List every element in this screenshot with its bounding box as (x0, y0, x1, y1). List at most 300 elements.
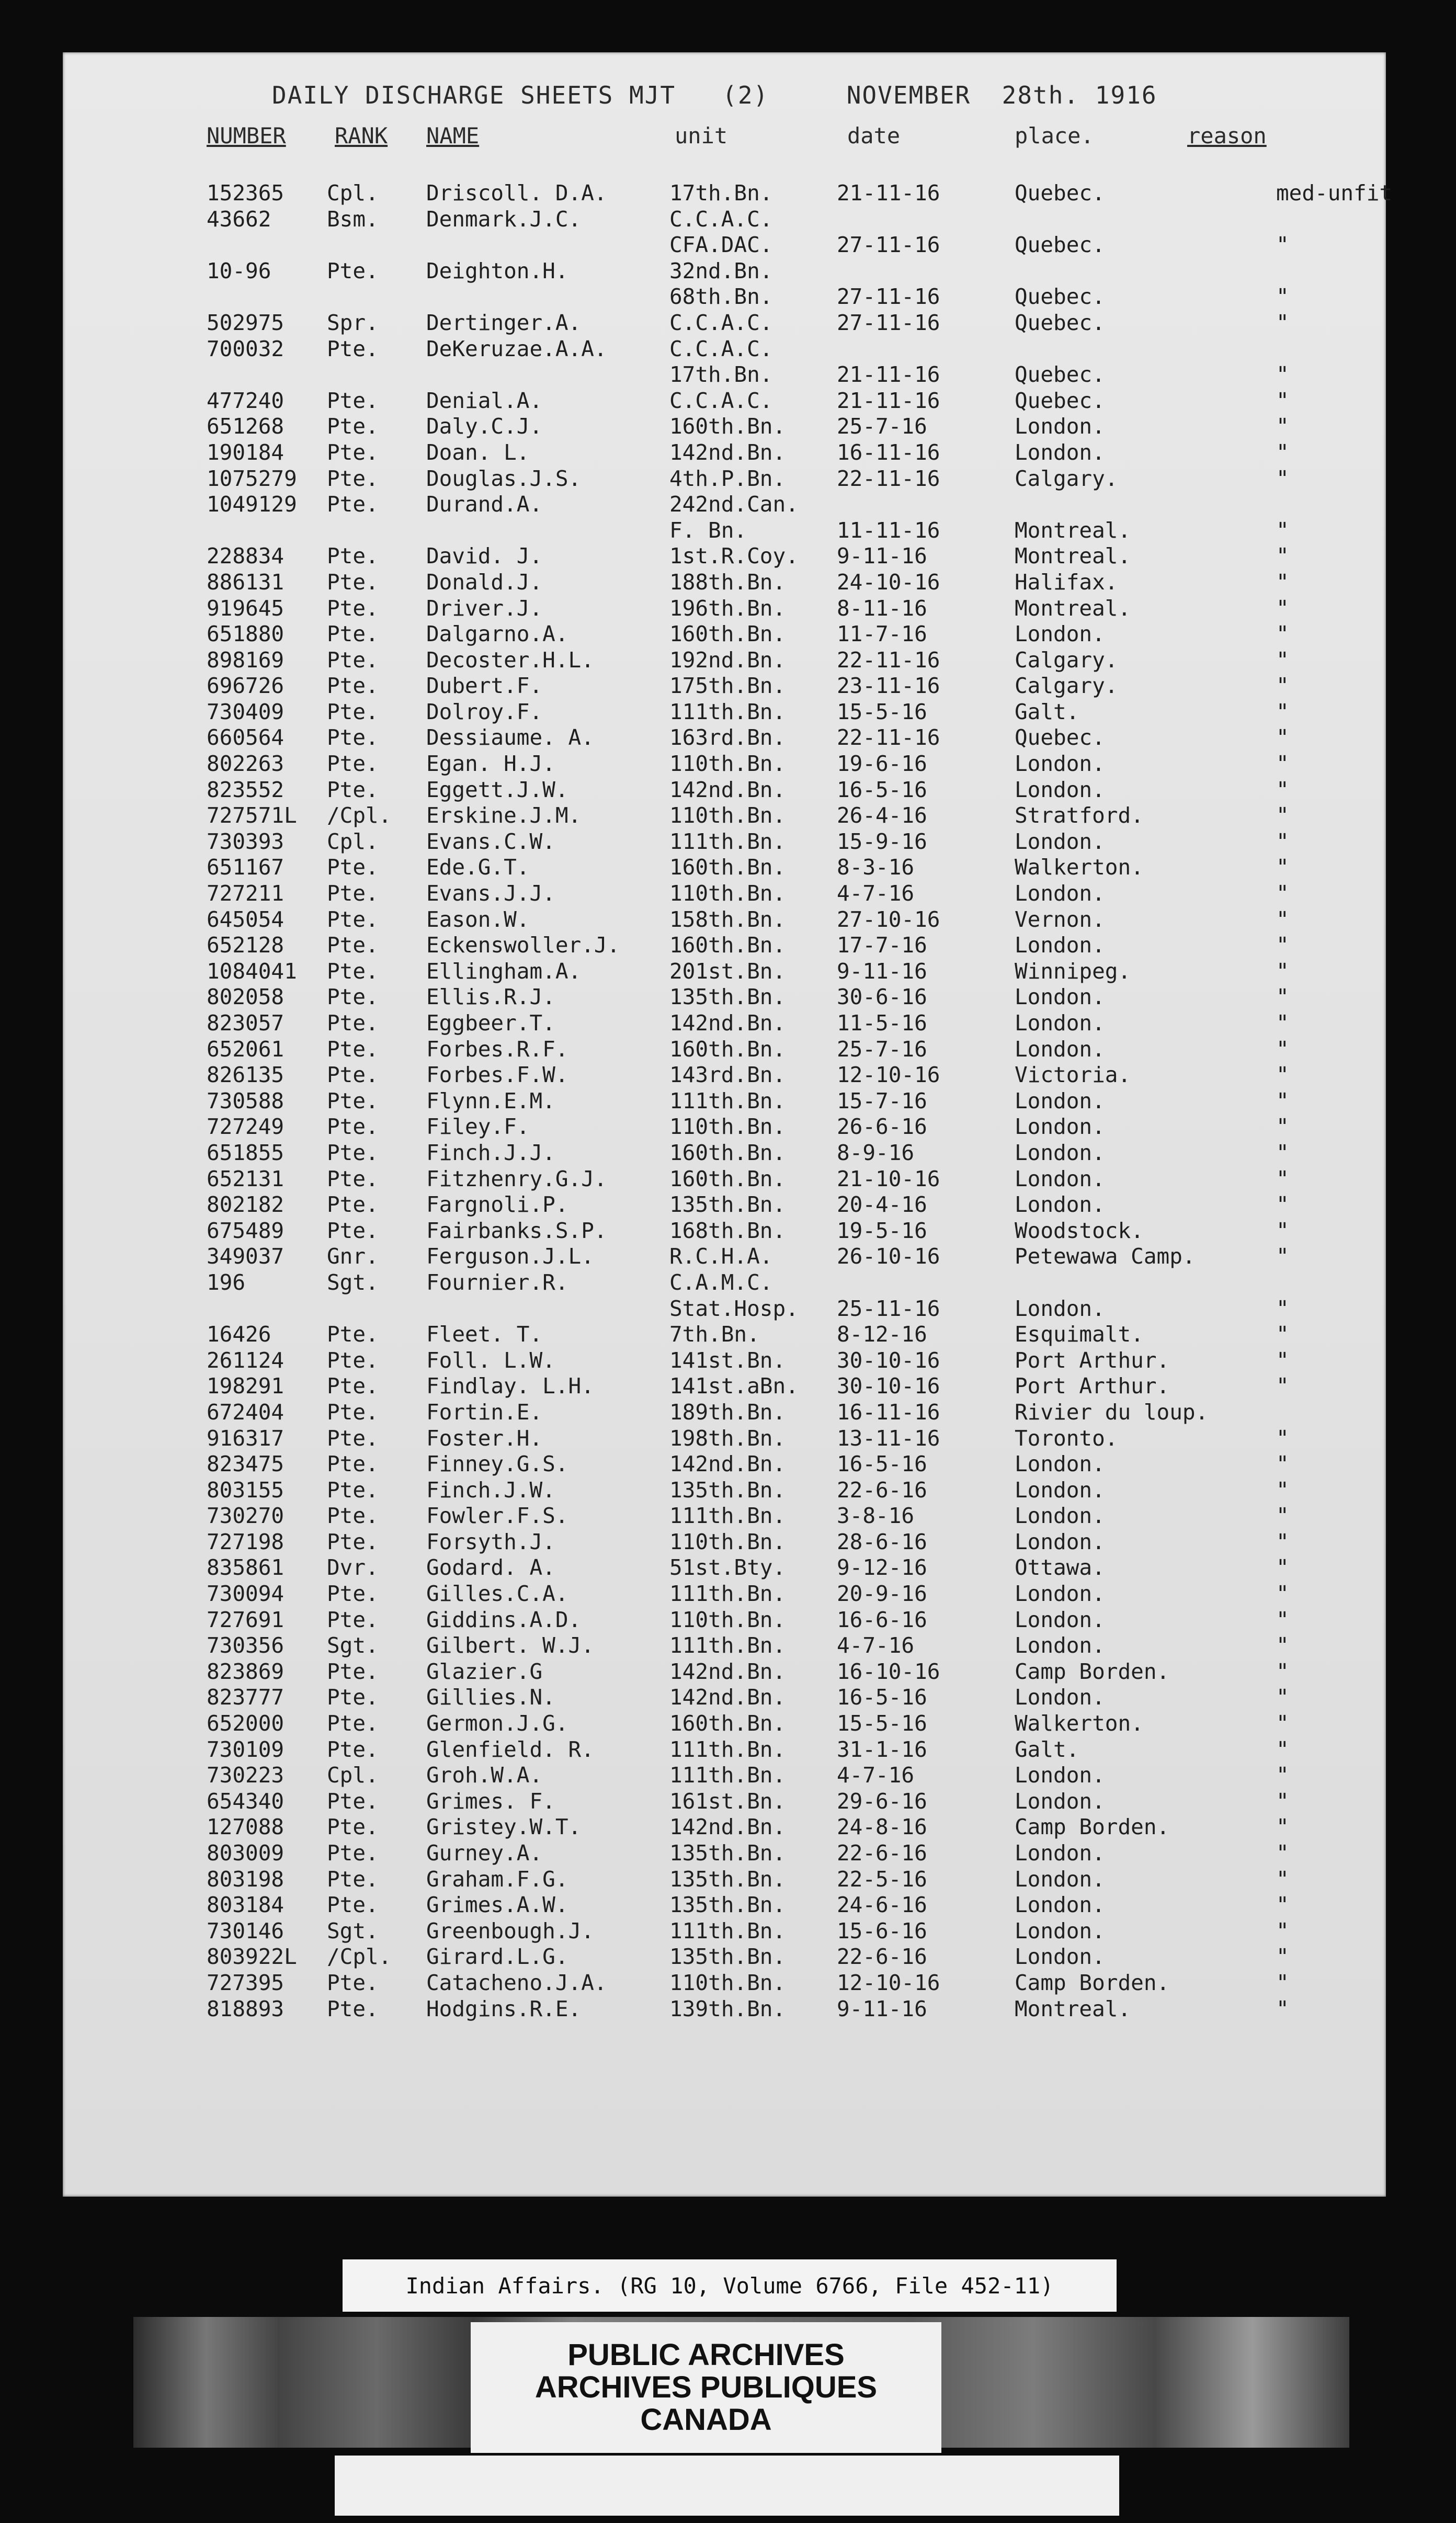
cell-num: 919645 (207, 595, 285, 621)
table-row (63, 1685, 1386, 1711)
cell-rank: Pte. (327, 1581, 379, 1607)
table-row (63, 1348, 1386, 1374)
cell-name: Ellis.R.J. (426, 984, 555, 1010)
cell-num: 261124 (207, 1347, 285, 1373)
cell-place: London. (1015, 1010, 1105, 1036)
cell-unit: C.C.A.C. (669, 310, 773, 335)
cell-rank: Pte. (327, 933, 379, 958)
cell-unit: 160th.Bn. (669, 1140, 786, 1165)
cell-place: Walkerton. (1015, 1711, 1144, 1736)
cell-place: London. (1015, 1840, 1105, 1866)
stamp-line-1: PUBLIC ARCHIVES (567, 2338, 845, 2372)
cell-name: Fairbanks.S.P. (426, 1218, 607, 1243)
cell-unit: 141st.aBn. (669, 1373, 799, 1399)
cell-reason: " (1276, 1970, 1289, 1995)
cell-date: 9-11-16 (837, 1996, 927, 2021)
cell-rank: Dvr. (327, 1555, 379, 1581)
cell-unit: 139th.Bn. (669, 1996, 786, 2021)
cell-num: 835861 (207, 1555, 285, 1581)
cell-num: 823777 (207, 1685, 285, 1710)
cell-rank: Pte. (327, 673, 379, 699)
cell-name: Girard.L.G. (426, 1944, 568, 1970)
cell-name: Gilbert. W.J. (426, 1633, 594, 1658)
cell-reason: " (1276, 699, 1289, 724)
cell-name: Dolroy.F. (426, 699, 543, 724)
cell-reason: " (1276, 855, 1289, 880)
cell-place: London. (1015, 1581, 1105, 1607)
cell-rank: Pte. (327, 1425, 379, 1451)
cell-num: 727211 (207, 881, 285, 906)
cell-date: 16-11-16 (837, 439, 940, 465)
cell-num: 826135 (207, 1062, 285, 1088)
table-row (63, 1296, 1386, 1322)
cell-reason: " (1276, 803, 1289, 828)
table-row (63, 1789, 1386, 1815)
cell-num: 898169 (207, 647, 285, 673)
cell-num: 823552 (207, 777, 285, 802)
cell-num: 190184 (207, 439, 285, 465)
cell-reason: " (1276, 1088, 1289, 1113)
cell-unit: 110th.Bn. (669, 803, 786, 828)
table-row (63, 777, 1386, 803)
cell-unit: 111th.Bn. (669, 1503, 786, 1529)
cell-rank: Cpl. (327, 828, 379, 854)
cell-rank: Pte. (327, 1529, 379, 1554)
table-row (63, 699, 1386, 725)
table-row (63, 984, 1386, 1010)
cell-unit: 142nd.Bn. (669, 439, 786, 465)
cell-reason: " (1276, 569, 1289, 595)
cell-unit: 135th.Bn. (669, 984, 786, 1010)
cell-date: 15-9-16 (837, 828, 927, 854)
cell-num: 43662 (207, 206, 271, 232)
table-row (63, 1814, 1386, 1840)
cell-date: 8-12-16 (837, 1322, 927, 1347)
cell-place: Port Arthur. (1015, 1373, 1170, 1399)
cell-num: 730223 (207, 1763, 285, 1788)
cell-rank: Pte. (327, 1477, 379, 1503)
cell-unit: 110th.Bn. (669, 1607, 786, 1632)
cell-date: 22-5-16 (837, 1866, 927, 1892)
cell-reason: " (1276, 1166, 1289, 1191)
cell-date: 30-10-16 (837, 1347, 940, 1373)
table-row (63, 1944, 1386, 1970)
cell-reason: " (1276, 1503, 1289, 1529)
cell-unit: 160th.Bn. (669, 1166, 786, 1191)
sheet-title: DAILY DISCHARGE SHEETS MJT (2) NOVEMBER 28th. 1916 (272, 81, 1157, 109)
cell-rank: Pte. (327, 621, 379, 647)
cell-place: London. (1015, 1192, 1105, 1218)
cell-unit: 142nd.Bn. (669, 1451, 786, 1477)
cell-date: 4-7-16 (837, 1633, 915, 1658)
cell-reason: " (1276, 1581, 1289, 1607)
cell-place: Montreal. (1015, 595, 1131, 621)
cell-num: 803198 (207, 1866, 285, 1892)
cell-place: London. (1015, 1477, 1105, 1503)
cell-reason: " (1276, 984, 1289, 1010)
cell-place: Stratford. (1015, 803, 1144, 828)
cell-unit: 111th.Bn. (669, 1736, 786, 1762)
cell-num: 1075279 (207, 465, 297, 491)
cell-rank: Sgt. (327, 1918, 379, 1944)
cell-name: Finch.J.J. (426, 1140, 555, 1165)
cell-name: Douglas.J.S. (426, 465, 582, 491)
cell-name: Dubert.F. (426, 673, 543, 699)
table-row (63, 518, 1386, 544)
table-row (63, 414, 1386, 440)
cell-reason: " (1276, 1996, 1289, 2021)
cell-place: Calgary. (1015, 647, 1118, 673)
cell-place: Rivier du loup. (1015, 1399, 1209, 1425)
table-row (63, 1970, 1386, 1996)
cell-place: Halifax. (1015, 569, 1118, 595)
table-row (63, 621, 1386, 647)
table-row (63, 1192, 1386, 1218)
cell-place: London. (1015, 1633, 1105, 1658)
cell-reason: " (1276, 621, 1289, 647)
cell-name: Glenfield. R. (426, 1736, 594, 1762)
cell-rank: Pte. (327, 1658, 379, 1684)
table-row (63, 1659, 1386, 1685)
table-row (63, 647, 1386, 674)
table-row (63, 1478, 1386, 1504)
table-row (63, 466, 1386, 492)
cell-num: 152365 (207, 180, 285, 206)
cell-unit: 135th.Bn. (669, 1892, 786, 1918)
cell-name: Hodgins.R.E. (426, 1996, 582, 2021)
cell-rank: Pte. (327, 1166, 379, 1191)
cell-rank: Pte. (327, 1399, 379, 1425)
cell-place: Camp Borden. (1015, 1658, 1170, 1684)
cell-num: 652128 (207, 933, 285, 958)
cell-name: Fournier.R. (426, 1269, 568, 1295)
cell-unit: 111th.Bn. (669, 1918, 786, 1944)
cell-num: 727249 (207, 1114, 285, 1140)
cell-name: Gristey.W.T. (426, 1814, 582, 1840)
table-row (63, 596, 1386, 622)
cell-reason: " (1276, 1814, 1289, 1840)
cell-reason: " (1276, 1218, 1289, 1243)
cell-name: Forsyth.J. (426, 1529, 555, 1554)
cell-date: 21-11-16 (837, 362, 940, 388)
cell-num: 730409 (207, 699, 285, 724)
cell-place: Port Arthur. (1015, 1347, 1170, 1373)
cell-unit: R.C.H.A. (669, 1244, 773, 1269)
cell-name: Foster.H. (426, 1425, 543, 1451)
table-row (63, 1867, 1386, 1893)
table-row (63, 829, 1386, 855)
cell-rank: Pte. (327, 855, 379, 880)
cell-place: London. (1015, 414, 1105, 439)
table-row (63, 1010, 1386, 1037)
table-row (63, 1581, 1386, 1607)
cell-name: Dessiaume. A. (426, 725, 594, 751)
cell-name: Giddins.A.D. (426, 1607, 582, 1632)
cell-unit: 160th.Bn. (669, 1711, 786, 1736)
cell-unit: 158th.Bn. (669, 906, 786, 932)
cell-reason: " (1276, 1685, 1289, 1710)
cell-rank: Sgt. (327, 1269, 379, 1295)
cell-reason: " (1276, 828, 1289, 854)
cell-date: 29-6-16 (837, 1788, 927, 1814)
cell-reason: " (1276, 958, 1289, 984)
cell-unit: 198th.Bn. (669, 1425, 786, 1451)
cell-name: Ferguson.J.L. (426, 1244, 594, 1269)
cell-date: 4-7-16 (837, 1763, 915, 1788)
cell-reason: " (1276, 310, 1289, 335)
cell-rank: Pte. (327, 258, 379, 283)
cell-num: 730356 (207, 1633, 285, 1658)
cell-unit: 163rd.Bn. (669, 725, 786, 751)
cell-num: 696726 (207, 673, 285, 699)
cell-date: 24-10-16 (837, 569, 940, 595)
cell-date: 4-7-16 (837, 881, 915, 906)
cell-place: London. (1015, 984, 1105, 1010)
cell-rank: Pte. (327, 1218, 379, 1243)
cell-date: 21-11-16 (837, 388, 940, 413)
cell-unit: 17th.Bn. (669, 180, 773, 206)
cell-reason: " (1276, 232, 1289, 258)
cell-reason: " (1276, 1892, 1289, 1918)
cell-place: Quebec. (1015, 180, 1105, 206)
cell-name: Denmark.J.C. (426, 206, 582, 232)
cell-unit: 141st.Bn. (669, 1347, 786, 1373)
header-unit: unit (675, 123, 728, 149)
cell-reason: " (1276, 1451, 1289, 1477)
cell-rank: Pte. (327, 1840, 379, 1866)
cell-place: Quebec. (1015, 284, 1105, 310)
cell-reason: " (1276, 673, 1289, 699)
table-row (63, 1633, 1386, 1659)
cell-date: 15-7-16 (837, 1088, 927, 1113)
cell-unit: 142nd.Bn. (669, 1814, 786, 1840)
cell-date: 24-8-16 (837, 1814, 927, 1840)
cell-unit: 111th.Bn. (669, 1633, 786, 1658)
cell-reason: " (1276, 439, 1289, 465)
cell-reason: " (1276, 1633, 1289, 1658)
cell-name: Fargnoli.P. (426, 1192, 568, 1218)
cell-name: Ede.G.T. (426, 855, 530, 880)
cell-num: 651880 (207, 621, 285, 647)
cell-rank: Pte. (327, 881, 379, 906)
cell-date: 22-11-16 (837, 647, 940, 673)
cell-date: 26-6-16 (837, 1114, 927, 1140)
cell-num: 700032 (207, 336, 285, 361)
cell-rank: Pte. (327, 1088, 379, 1113)
cell-reason: " (1276, 1140, 1289, 1165)
cell-place: London. (1015, 933, 1105, 958)
table-row (63, 440, 1386, 466)
table-row (63, 933, 1386, 959)
cell-date: 26-4-16 (837, 803, 927, 828)
table-row (63, 1088, 1386, 1115)
cell-date: 8-3-16 (837, 855, 915, 880)
cell-date: 22-6-16 (837, 1944, 927, 1970)
cell-unit: 142nd.Bn. (669, 1658, 786, 1684)
table-row (63, 881, 1386, 907)
cell-rank: Pte. (327, 1373, 379, 1399)
cell-reason: " (1276, 1425, 1289, 1451)
cell-num: 127088 (207, 1814, 285, 1840)
table-row (63, 1140, 1386, 1166)
cell-reason: " (1276, 1840, 1289, 1866)
cell-date: 12-10-16 (837, 1970, 940, 1995)
cell-num: 651167 (207, 855, 285, 880)
cell-unit: 192nd.Bn. (669, 647, 786, 673)
cell-num: 1084041 (207, 958, 297, 984)
table-row (63, 1840, 1386, 1867)
table-row (63, 1503, 1386, 1529)
cell-reason: " (1276, 465, 1289, 491)
cell-date: 21-10-16 (837, 1166, 940, 1191)
cell-unit: 189th.Bn. (669, 1399, 786, 1425)
cell-reason: " (1276, 1529, 1289, 1554)
cell-unit: 160th.Bn. (669, 933, 786, 958)
cell-name: Fowler.F.S. (426, 1503, 568, 1529)
cell-rank: Pte. (327, 1685, 379, 1710)
cell-num: 727395 (207, 1970, 285, 1995)
cell-unit: 32nd.Bn. (669, 258, 773, 283)
cell-num: 652000 (207, 1711, 285, 1736)
cell-date: 3-8-16 (837, 1503, 915, 1529)
cell-unit: 110th.Bn. (669, 1114, 786, 1140)
cell-unit: 135th.Bn. (669, 1840, 786, 1866)
cell-unit: 110th.Bn. (669, 751, 786, 777)
cell-name: Fleet. T. (426, 1322, 543, 1347)
cell-name: Findlay. L.H. (426, 1373, 594, 1399)
cell-name: Grimes. F. (426, 1788, 555, 1814)
table-row (63, 1062, 1386, 1088)
table-row (63, 1218, 1386, 1244)
cell-name: Eggett.J.W. (426, 777, 568, 802)
cell-place: Winnipeg. (1015, 958, 1131, 984)
cell-name: Erskine.J.M. (426, 803, 582, 828)
archive-reference-label (343, 2259, 1117, 2312)
cell-unit: C.C.A.C. (669, 206, 773, 232)
cell-place: London. (1015, 1295, 1105, 1321)
cell-rank: Pte. (327, 1607, 379, 1632)
cell-date: 22-6-16 (837, 1477, 927, 1503)
cell-place: Petewawa Camp. (1015, 1244, 1196, 1269)
cell-place: London. (1015, 1503, 1105, 1529)
cell-reason: " (1276, 1010, 1289, 1036)
cell-rank: Pte. (327, 906, 379, 932)
cell-reason: " (1276, 1555, 1289, 1581)
cell-unit: 142nd.Bn. (669, 777, 786, 802)
table-row (63, 1322, 1386, 1348)
table-row (63, 959, 1386, 985)
cell-rank: Pte. (327, 569, 379, 595)
cell-unit: 168th.Bn. (669, 1218, 786, 1243)
cell-place: London. (1015, 1529, 1105, 1554)
cell-rank: Pte. (327, 1866, 379, 1892)
cell-date: 30-10-16 (837, 1373, 940, 1399)
cell-reason: " (1276, 1192, 1289, 1218)
cell-rank: Pte. (327, 439, 379, 465)
cell-place: London. (1015, 1036, 1105, 1062)
cell-name: Ellingham.A. (426, 958, 582, 984)
table-row (63, 1373, 1386, 1400)
header-rank: RANK (335, 123, 388, 149)
table-row (63, 284, 1386, 310)
cell-date: 21-11-16 (837, 180, 940, 206)
cell-num: 477240 (207, 388, 285, 413)
cell-reason: " (1276, 595, 1289, 621)
cell-name: Germon.J.G. (426, 1711, 568, 1736)
cell-num: 502975 (207, 310, 285, 335)
cell-place: Quebec. (1015, 725, 1105, 751)
cell-reason: " (1276, 1944, 1289, 1970)
cell-num: 802182 (207, 1192, 285, 1218)
cell-unit: 161st.Bn. (669, 1788, 786, 1814)
table-row (63, 1400, 1386, 1426)
stamp-line-2: ARCHIVES PUBLIQUES (534, 2370, 878, 2404)
cell-place: London. (1015, 777, 1105, 802)
cell-place: London. (1015, 1451, 1105, 1477)
cell-place: Woodstock. (1015, 1218, 1144, 1243)
cell-reason: " (1276, 517, 1289, 543)
cell-name: Gurney.A. (426, 1840, 543, 1866)
cell-date: 8-11-16 (837, 595, 927, 621)
cell-name: Godard. A. (426, 1555, 555, 1581)
cell-date: 9-12-16 (837, 1555, 927, 1581)
table-row (63, 1711, 1386, 1737)
cell-num: 651855 (207, 1140, 285, 1165)
table-row (63, 492, 1386, 518)
cell-unit: 111th.Bn. (669, 699, 786, 724)
header-place: place. (1015, 123, 1094, 149)
cell-rank: Spr. (327, 310, 379, 335)
cell-num: 823057 (207, 1010, 285, 1036)
cell-rank: Pte. (327, 751, 379, 777)
cell-name: Groh.W.A. (426, 1763, 543, 1788)
cell-place: London. (1015, 1763, 1105, 1788)
cell-date: 22-11-16 (837, 725, 940, 751)
cell-reason: " (1276, 725, 1289, 751)
cell-date: 24-6-16 (837, 1892, 927, 1918)
cell-reason: " (1276, 284, 1289, 310)
cell-unit: 188th.Bn. (669, 569, 786, 595)
cell-place: London. (1015, 881, 1105, 906)
cell-num: 730270 (207, 1503, 285, 1529)
cell-place: London. (1015, 1114, 1105, 1140)
header-number: NUMBER (207, 123, 286, 149)
cell-place: London. (1015, 751, 1105, 777)
cell-date: 16-10-16 (837, 1658, 940, 1684)
cell-unit: C.C.A.C. (669, 388, 773, 413)
cell-place: Camp Borden. (1015, 1970, 1170, 1995)
cell-num: 10-96 (207, 258, 271, 283)
cell-num: 730393 (207, 828, 285, 854)
cell-rank: Pte. (327, 1036, 379, 1062)
cell-name: Driscoll. D.A. (426, 180, 607, 206)
cell-place: London. (1015, 621, 1105, 647)
cell-num: 823475 (207, 1451, 285, 1477)
cell-reason: " (1276, 906, 1289, 932)
cell-rank: Pte. (327, 595, 379, 621)
cell-unit: 7th.Bn. (669, 1322, 760, 1347)
table-row (63, 1996, 1386, 2022)
cell-num: 730094 (207, 1581, 285, 1607)
cell-name: Filey.F. (426, 1114, 530, 1140)
cell-date: 27-11-16 (837, 310, 940, 335)
cell-num: 660564 (207, 725, 285, 751)
cell-place: Montreal. (1015, 543, 1131, 569)
cell-name: Fitzhenry.G.J. (426, 1166, 607, 1191)
cell-date: 16-11-16 (837, 1399, 940, 1425)
table-row (63, 258, 1386, 285)
cell-unit: CFA.DAC. (669, 232, 773, 258)
